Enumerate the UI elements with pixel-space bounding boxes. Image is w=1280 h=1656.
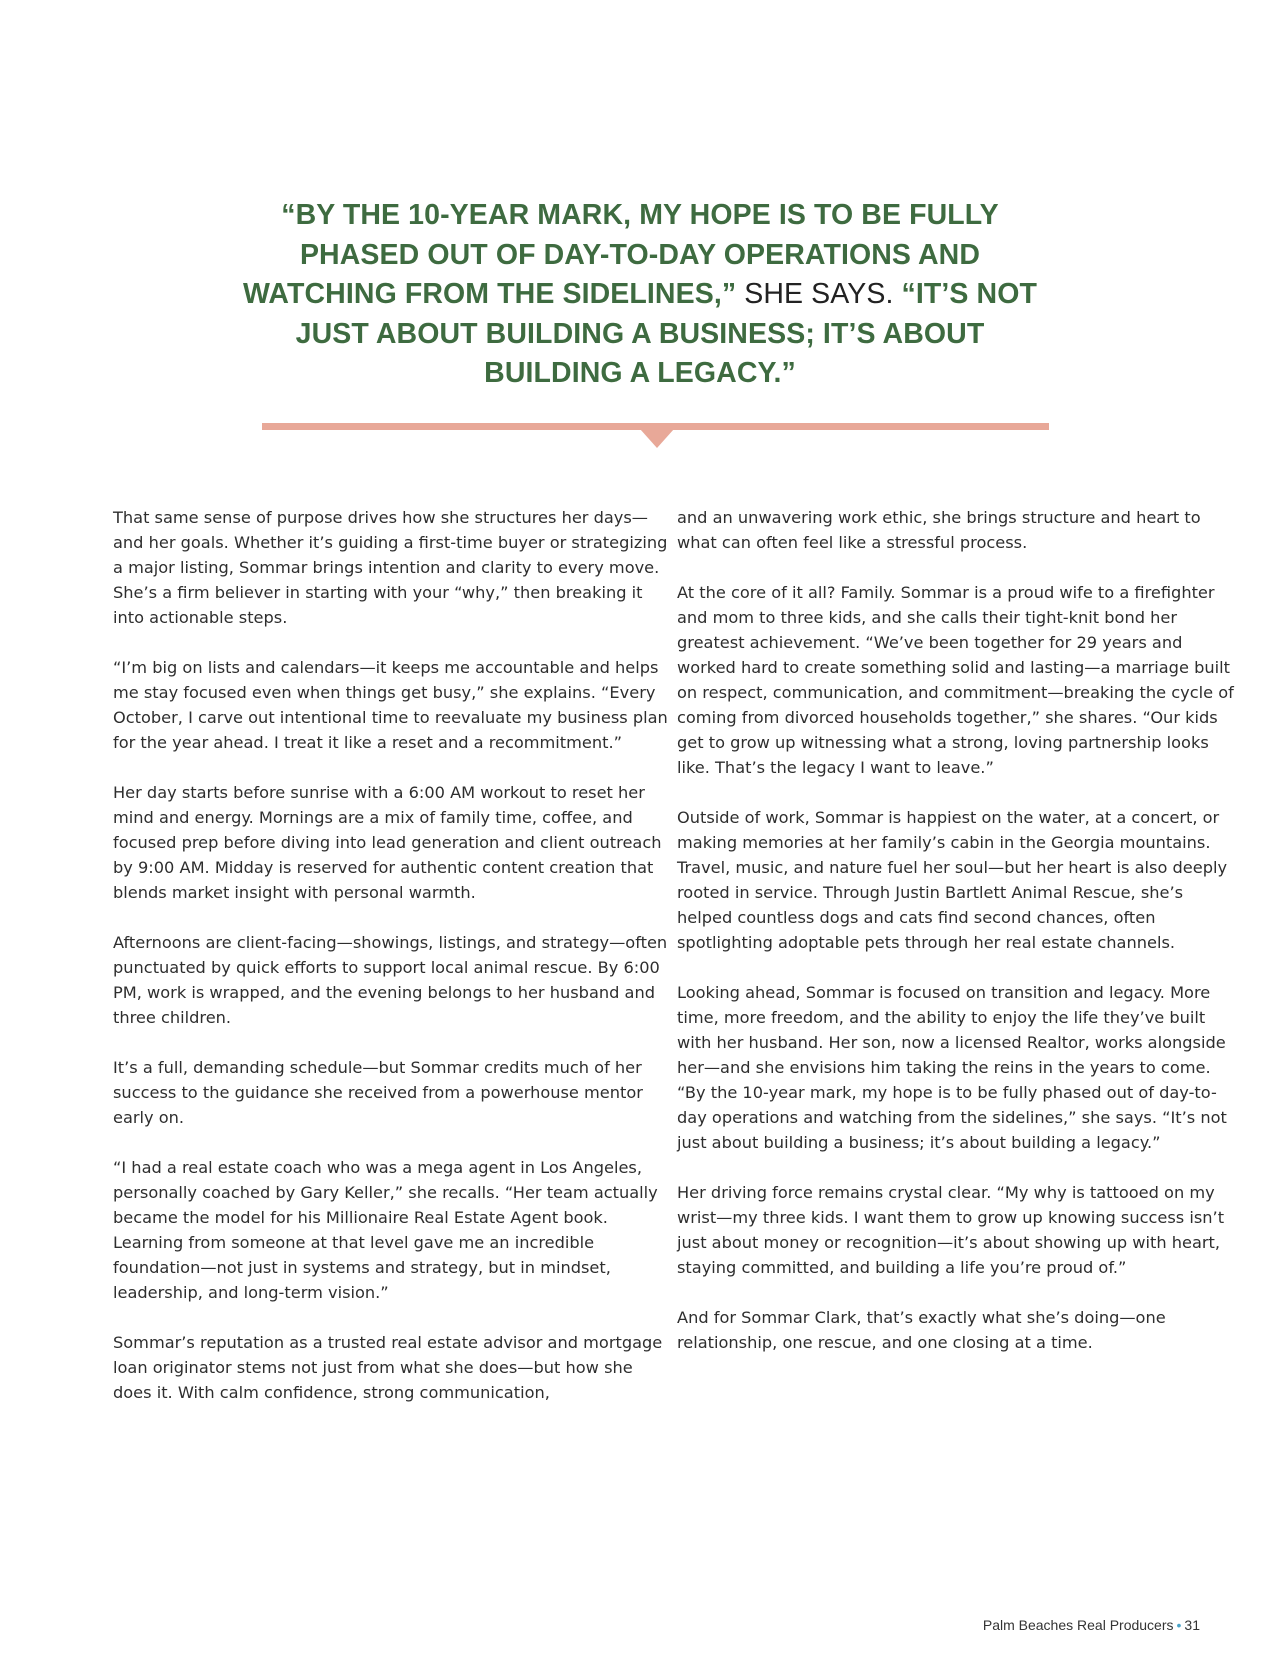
article-paragraph: and an unwavering work ethic, she brings structure and heart to what can often feel like a stressful process. xyxy=(677,508,1201,552)
pull-quote-attribution: SHE SAYS. xyxy=(736,278,902,310)
publication-name: Palm Beaches Real Producers xyxy=(982,1617,1174,1633)
article-paragraph: Outside of work, Sommar is happiest on the water, at a concert, or making memories at her family’s cabin in the Georgia mountains. Travel, music, and nature fuel her soul—but her heart is also deeply rooted in service. Through Justin Bartlett Animal Rescue, she’s helped countless dogs and cats find second chances, often spotlighting adoptable pets through her real estate channels. xyxy=(677,808,1228,952)
article-paragraph: Her day starts before sunrise with a 6:00 AM workout to reset her mind and energy. Mornings are a mix of family time, coffee, and focused prep before diving into lead generation and client outreach by 9:00 AM. Midday is reserved for authentic content creation that blends market insight with personal warmth. xyxy=(113,783,662,902)
article-column-right xyxy=(677,505,1237,1355)
pull-quote-part2: “IT’S NOT JUST ABOUT BUILDING A BUSINESS; IT’S ABOUT BUILDING A LEGACY.” xyxy=(295,278,1037,389)
article-paragraph: And for Sommar Clark, that’s exactly what she’s doing—one relationship, one rescue, and one closing at a time. xyxy=(677,1308,1166,1352)
article-paragraph: That same sense of purpose drives how she structures her days—and her goals. Whether it’s guiding a first-time buyer or strategizing a major listing, Sommar brings intention and clarity to every move. She’s a firm believer in starting with your “why,” then breaking it into actionable steps. xyxy=(113,508,668,627)
divider-pointer-triangle xyxy=(640,429,674,448)
page-number: 31 xyxy=(1184,1617,1200,1633)
article-paragraph: Looking ahead, Sommar is focused on transition and legacy. More time, more freedom, and the ability to enjoy the life they’ve built with her husband. Her son, now a licensed Realtor, works alongside her—and she envisions him taking the reins in the years to come. “By the 10-year mark, my hope is to be fully phased out of day-to-day operations and watching from the sidelines,” she says. “It’s not just about building a business; it’s about building a legacy.” xyxy=(677,983,1227,1152)
article-paragraph: At the core of it all? Family. Sommar is a proud wife to a firefighter and mom to three kids, and she calls their tight-knit bond her greatest achievement. “We’ve been together for 29 years and worked hard to create something solid and lasting—a marriage built on respect, communication, and commitment—breaking the cycle of coming from divorced households together,” she shares. “Our kids get to grow up witnessing what a strong, loving partnership looks like. That’s the legacy I want to leave.” xyxy=(677,583,1234,777)
article-paragraph: Sommar’s reputation as a trusted real estate advisor and mortgage loan originator stems not just from what she does—but how she does it. With calm confidence, strong communication, xyxy=(113,1333,663,1402)
pull-quote-part1: “BY THE 10-YEAR MARK, MY HOPE IS TO BE FULLY PHASED OUT OF DAY-TO-DAY OPERATIONS AND WATCHING FROM THE SIDELINES,” xyxy=(243,199,999,310)
article-column-left xyxy=(113,505,673,1405)
pull-quote xyxy=(240,196,1040,394)
article-paragraph: “I had a real estate coach who was a mega agent in Los Angeles, personally coached by Gary Keller,” she recalls. “Her team actually became the model for his Millionaire Real Estate Agent book. Learning from someone at that level gave me an incredible foundation—not just in systems and strategy, but in mindset, leadership, and long-term vision.” xyxy=(113,1158,658,1302)
article-paragraph: Afternoons are client-facing—showings, listings, and strategy—often punctuated by quick efforts to support local animal rescue. By 6:00 PM, work is wrapped, and the evening belongs to her husband and three children. xyxy=(113,933,668,1027)
page-footer xyxy=(983,1617,1200,1633)
footer-separator-dot: • xyxy=(1176,1617,1182,1633)
article-paragraph: It’s a full, demanding schedule—but Sommar credits much of her success to the guidance she received from a powerhouse mentor early on. xyxy=(113,1058,643,1127)
article-paragraph: Her driving force remains crystal clear. “My why is tattooed on my wrist—my three kids. I want them to grow up knowing success isn’t just about money or recognition—it’s about showing up with heart, staying committed, and building a life you’re proud of.” xyxy=(677,1183,1225,1277)
article-paragraph: “I’m big on lists and calendars—it keeps me accountable and helps me stay focused even when things get busy,” she explains. “Every October, I carve out intentional time to reevaluate my business plan for the year ahead. I treat it like a reset and a recommitment.” xyxy=(113,658,668,752)
